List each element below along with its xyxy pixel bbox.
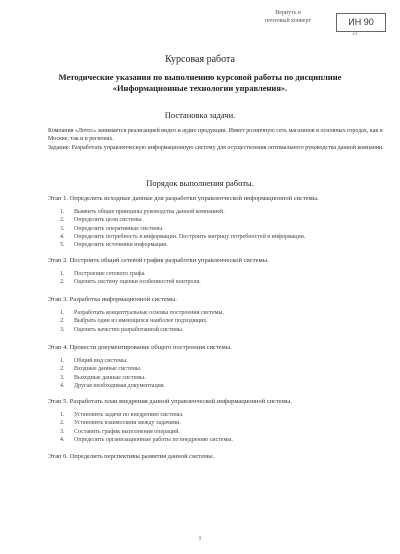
setting-paragraph-2: Задание: Разработать управленческую информационную систему для осуществления оптимального руководства данной компании. <box>48 145 384 151</box>
document-code-sub: 34 <box>352 32 357 37</box>
header-note-line1: Вернуть в <box>275 10 301 16</box>
header-note <box>248 9 328 25</box>
stage-6-label: Этап 6. Определить перспективы развития данной системы. <box>48 453 215 460</box>
stage-3-list <box>60 309 380 334</box>
document-code-box: ИН 90 <box>336 13 386 32</box>
list-item: 1. Построение сетевого графа. <box>60 271 146 277</box>
list-item: 1. Разработать концептуальные основы построения системы. <box>60 310 224 316</box>
list-item: 3. Выходные данные системы. <box>60 374 146 381</box>
setting-heading: Постановка задачи. <box>164 110 236 120</box>
stage-5-list <box>60 411 380 444</box>
list-item: 3. Составить график выполнения операций. <box>60 428 180 435</box>
stage-4-list <box>60 357 380 390</box>
list-item: 2. Оценить систему оценки особенностей контроля. <box>60 279 201 286</box>
list-item: 5. Определить источники информации. <box>60 242 169 249</box>
page-number: 1 <box>198 536 202 542</box>
list-item: 2. Выбрать один из имеющихся наиболее подходящих. <box>60 318 208 325</box>
order-heading: Порядок выполнения работы. <box>146 178 254 188</box>
list-item: 1. Общий вид системы. <box>60 358 128 364</box>
stage-1-list <box>60 208 380 249</box>
list-item: 4. Определить потребность в информации. Построить матрицу потребностей в информации. <box>60 233 306 240</box>
list-item: 1. Установить задачи по внедрению системы. <box>60 412 184 418</box>
document-subtitle: Методические указания по выполнению курсовой работы по дисциплине «Информационные технологии управления». <box>58 72 342 93</box>
list-item: 2. Входные данные системы. <box>60 366 142 373</box>
list-item: 2. Установить взаимосвязи между задачами. <box>60 420 181 427</box>
list-item: 1. Выявить общие принципы руководства данной компанией. <box>60 209 225 215</box>
stage-5-label: Этап 5. Разработать план внедрения данной управленческой информационной системы. <box>48 398 292 405</box>
header-note-line2: почтовый конверт <box>264 18 312 24</box>
list-item: 4. Определить организационные работы по внедрению системы. <box>60 436 233 443</box>
stage-1-label: Этап 1. Определить исходные данные для разработки управленческой информационной системы. <box>48 195 319 202</box>
stage-2-label: Этап 2. Построить общий сетевой график разработки управленческой системы. <box>48 257 269 264</box>
setting-paragraph-1: Компания «Лотос» занимается реализацией видео и аудио продукции. Имеет розничную сеть магазинов в основных городах, как в Москве, так и в регионах. <box>48 128 383 142</box>
stage-2-list <box>60 270 380 287</box>
list-item: 4. Другая необходимая документация. <box>60 382 166 389</box>
list-item: 2. Определить цели системы. <box>60 217 143 224</box>
list-item: 3. Определить оперативные системы. <box>60 225 164 232</box>
document-title: Курсовая работа <box>165 54 235 65</box>
list-item: 3. Оценить качество разработанной системы. <box>60 326 184 333</box>
stage-3-label: Этап 3. Разработка информационной системы. <box>48 296 177 303</box>
stage-4-label: Этап 4. Провести документирование общего построения системы. <box>48 344 232 351</box>
